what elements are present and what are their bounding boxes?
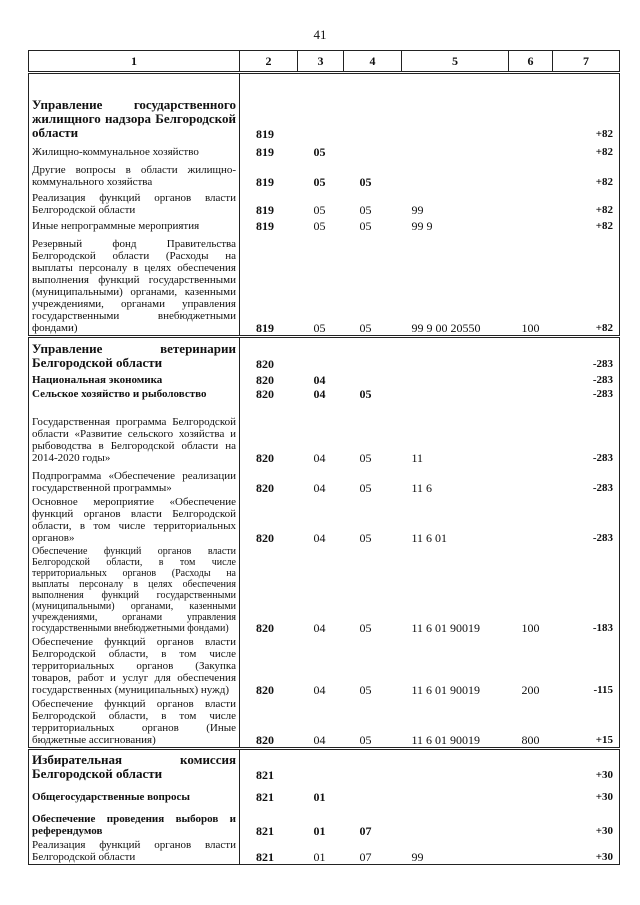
- row-target: 11 6 01 90019: [411, 732, 481, 747]
- row-code: 821: [240, 838, 298, 865]
- row-target: [402, 337, 509, 371]
- row-target: [402, 159, 509, 189]
- row-target: 99: [411, 202, 424, 217]
- table-row: [29, 159, 620, 189]
- row-name: Сельское хозяйство и рыболовство: [29, 387, 240, 401]
- row-name: Подпрограмма «Обеспечение реализации государственной программы»: [29, 465, 240, 495]
- row-subsection: 07: [359, 824, 372, 838]
- row-type: 100: [521, 321, 540, 335]
- row-section: 04: [313, 386, 326, 401]
- row-subsection: [344, 337, 402, 371]
- row-section: 04: [313, 530, 326, 545]
- row-section: [298, 748, 344, 782]
- row-section: 04: [313, 620, 326, 635]
- row-code: 821: [240, 748, 298, 782]
- page-number: 41: [313, 27, 327, 42]
- row-code: 819: [256, 321, 274, 335]
- row-amount: +82: [553, 233, 620, 337]
- row-code: 821: [256, 824, 274, 838]
- row-type: [509, 748, 553, 782]
- row-section: [298, 337, 344, 371]
- table-row: [29, 635, 620, 697]
- row-code: 821: [256, 790, 274, 804]
- row-type: [509, 804, 553, 838]
- table-row: [29, 371, 620, 387]
- row-code: 820: [256, 682, 274, 697]
- row-name: Национальная экономика: [29, 371, 240, 387]
- table-row: [29, 495, 620, 545]
- row-subsection: 05: [359, 218, 372, 233]
- row-target: 11: [411, 450, 424, 465]
- row-section: 05: [313, 202, 326, 217]
- table-row: [29, 233, 620, 337]
- table-row: [29, 804, 620, 838]
- row-amount: +30: [553, 748, 620, 782]
- row-name: Жилищно-коммунальное хозяйство: [29, 141, 240, 159]
- row-code: 819: [256, 144, 274, 159]
- row-name: Обеспечение проведения выборов и референдумов: [29, 804, 240, 838]
- row-target: [402, 141, 509, 159]
- budget-table: [28, 50, 619, 865]
- row-type: [509, 401, 553, 465]
- row-name: Обеспечение функций органов власти Белгородской области, в том числе территориальных органов (Закупка товаров, работ и услуг для обеспечения государственных (муниципальных) нужд): [29, 635, 240, 697]
- row-subsection: 05: [359, 732, 372, 747]
- row-amount: -115: [553, 635, 620, 697]
- row-code: 819: [256, 174, 274, 189]
- row-amount: +82: [553, 189, 620, 217]
- row-code: 819: [240, 73, 298, 141]
- row-target: 99 9 00 20550: [411, 321, 481, 335]
- row-amount: -283: [553, 371, 620, 387]
- row-subsection: [344, 782, 402, 804]
- row-section: 01: [298, 838, 344, 865]
- row-code: 820: [256, 530, 274, 545]
- table-row: [29, 545, 620, 635]
- row-amount: -183: [553, 545, 620, 635]
- row-code: 820: [240, 337, 298, 371]
- row-name: Избирательная комиссия Белгородской области: [29, 748, 240, 782]
- row-type: [509, 371, 553, 387]
- row-subsection: 05: [359, 386, 372, 401]
- row-section: 04: [313, 682, 326, 697]
- row-name: Обеспечение функций органов власти Белгородской области, в том числе территориальных органов (Расходы на выплаты персоналу в целях обеспечения выполнения функций государственными (муниципальными) органами, казенными учреждениями, органами управления государственными внебюджетными фондами): [29, 545, 240, 635]
- row-section: 04: [313, 732, 326, 747]
- table-row: [29, 217, 620, 233]
- row-name: Государственная программа Белгородской области «Развитие сельского хозяйства и рыбоводства в Белгородской области на 2014-2020 годы»: [29, 401, 240, 465]
- row-name: Реализация функций органов власти Белгородской области: [29, 189, 240, 217]
- row-name: Управление ветеринарии Белгородской области: [29, 337, 240, 371]
- row-subsection: 05: [359, 202, 372, 217]
- row-target: 99 9: [411, 218, 433, 233]
- row-target: [402, 371, 509, 387]
- row-type: 200: [521, 682, 540, 697]
- row-section: 05: [313, 144, 326, 159]
- row-amount: +82: [553, 141, 620, 159]
- row-amount: +82: [553, 217, 620, 233]
- row-name: Общегосударственные вопросы: [29, 782, 240, 804]
- row-subsection: 05: [359, 530, 372, 545]
- row-target: 11 6 01: [411, 530, 448, 545]
- row-section: [298, 73, 344, 141]
- row-amount: -283: [553, 387, 620, 401]
- row-code: 819: [256, 218, 274, 233]
- row-code: 820: [256, 620, 274, 635]
- header-cell: 2: [240, 51, 298, 73]
- row-subsection: [344, 73, 402, 141]
- row-subsection: 05: [359, 480, 372, 495]
- table-row: [29, 189, 620, 217]
- row-target: [402, 804, 509, 838]
- row-code: 820: [256, 450, 274, 465]
- table-row: [29, 401, 620, 465]
- row-subsection: 05: [359, 682, 372, 697]
- row-target: [402, 782, 509, 804]
- row-amount: -283: [553, 495, 620, 545]
- header-cell: 1: [29, 51, 240, 73]
- row-code: 820: [256, 732, 274, 747]
- row-name: Обеспечение функций органов власти Белгородской области, в том числе территориальных органов (Иные бюджетные ассигнования): [29, 697, 240, 749]
- row-target: 11 6 01 90019: [411, 682, 481, 697]
- row-amount: -283: [553, 337, 620, 371]
- table-row: [29, 337, 620, 371]
- row-name: Основное мероприятие «Обеспечение функций органов власти Белгородской области, в том числе территориальных органов»: [29, 495, 240, 545]
- row-target: [402, 387, 509, 401]
- row-amount: +30: [553, 838, 620, 865]
- row-name: Иные непрограммные мероприятия: [29, 217, 240, 233]
- table-row: [29, 748, 620, 782]
- row-type: [509, 387, 553, 401]
- row-amount: +15: [553, 697, 620, 749]
- row-target: [402, 748, 509, 782]
- row-amount: +30: [553, 804, 620, 838]
- row-name: Резервный фонд Правительства Белгородской области (Расходы на выплаты персоналу в целях обеспечения выполнения функций государственными (муниципальными) органами, казенными учреждениями, органами управления государственными внебюджетными фондами): [29, 233, 240, 337]
- row-type: [509, 782, 553, 804]
- table-row: [29, 73, 620, 141]
- row-subsection: 05: [359, 450, 372, 465]
- row-section: 04: [313, 372, 326, 387]
- row-section: 04: [313, 450, 326, 465]
- header-cell: 6: [509, 51, 553, 73]
- row-section: 05: [313, 174, 326, 189]
- row-target: 11 6: [411, 480, 433, 495]
- row-subsection: 07: [344, 838, 402, 865]
- row-subsection: [344, 748, 402, 782]
- table-row: [29, 782, 620, 804]
- row-amount: +30: [553, 782, 620, 804]
- row-type: 800: [521, 732, 540, 747]
- row-type: [509, 189, 553, 217]
- row-type: [509, 838, 553, 865]
- row-code: 820: [256, 480, 274, 495]
- row-type: [509, 495, 553, 545]
- row-code: 820: [256, 386, 274, 401]
- row-target: [402, 73, 509, 141]
- row-subsection: 05: [359, 174, 372, 189]
- row-target: 99: [402, 838, 509, 865]
- row-code: 819: [256, 202, 274, 217]
- row-name: Управление государственного жилищного надзора Белгородской области: [29, 73, 240, 141]
- row-type: [509, 159, 553, 189]
- row-section: 05: [313, 321, 326, 335]
- row-subsection: 05: [359, 321, 372, 335]
- table-row: [29, 697, 620, 749]
- header-cell: 7: [553, 51, 620, 73]
- table-row: [29, 141, 620, 159]
- row-amount: -283: [553, 465, 620, 495]
- row-subsection: 05: [359, 620, 372, 635]
- row-type: [509, 337, 553, 371]
- row-type: [509, 465, 553, 495]
- table-row: [29, 387, 620, 401]
- row-name: Другие вопросы в области жилищно-коммунального хозяйства: [29, 159, 240, 189]
- row-code: 820: [256, 372, 274, 387]
- row-name: Реализация функций органов власти Белгородской области: [29, 838, 240, 865]
- row-type: [509, 217, 553, 233]
- row-section: 01: [313, 790, 326, 804]
- row-type: [509, 73, 553, 141]
- row-subsection: [344, 141, 402, 159]
- table-row: [29, 838, 620, 865]
- header-cell: 3: [298, 51, 344, 73]
- header-cell: 5: [402, 51, 509, 73]
- row-amount: -283: [553, 401, 620, 465]
- header-cell: 4: [344, 51, 402, 73]
- row-amount: +82: [553, 159, 620, 189]
- row-section: 01: [313, 824, 326, 838]
- row-section: 05: [313, 218, 326, 233]
- row-type: 100: [521, 620, 540, 635]
- row-target: 11 6 01 90019: [411, 620, 481, 635]
- row-type: [509, 141, 553, 159]
- row-subsection: [344, 371, 402, 387]
- row-section: 04: [313, 480, 326, 495]
- table-row: [29, 465, 620, 495]
- row-amount: +82: [553, 73, 620, 141]
- table-header: [29, 51, 620, 73]
